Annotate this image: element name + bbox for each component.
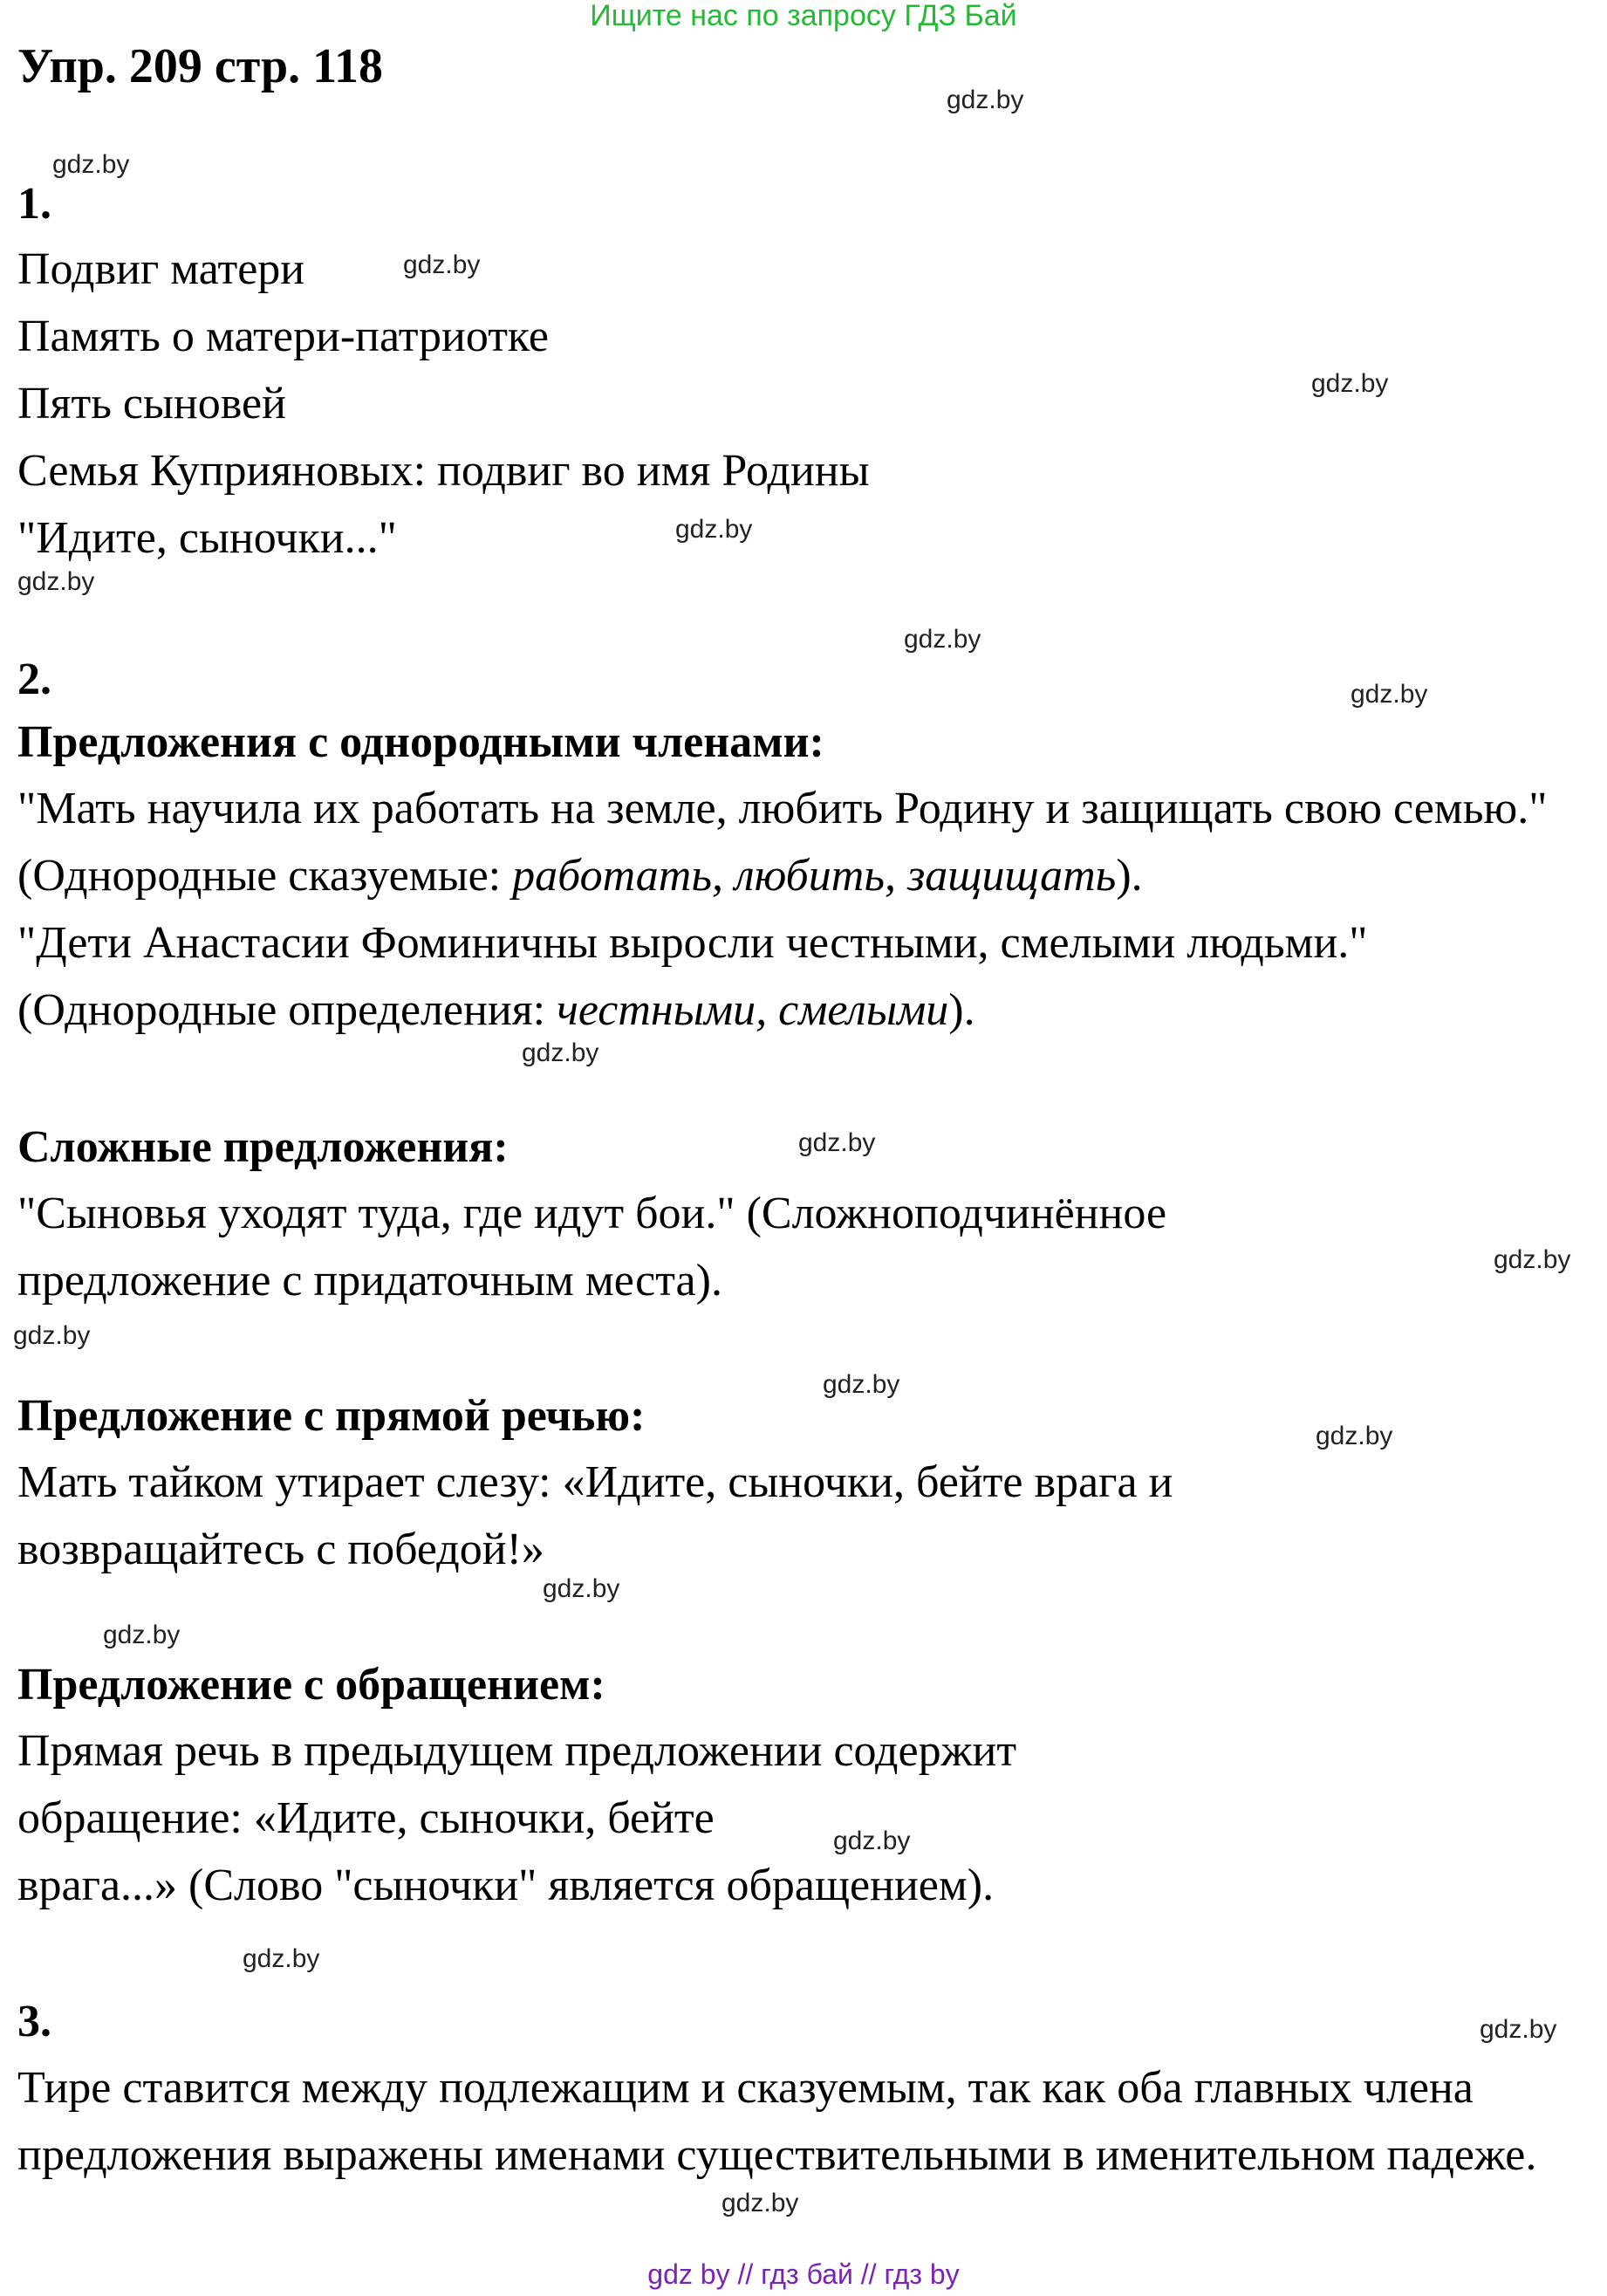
title-option-4: Семья Куприяновых: подвиг во имя Родины bbox=[17, 446, 870, 496]
section-3-number: 3. bbox=[17, 1997, 51, 2046]
search-banner: Ищите нас по запросу ГДЗ Бай bbox=[590, 0, 1017, 32]
title-option-3: Пять сыновей bbox=[17, 379, 286, 428]
homogeneous-sentence-2: "Дети Анастасии Фоминичны выросли честными, смелыми людьми." (Однородные определения: честными, смелыми). bbox=[17, 918, 1368, 1035]
footer-links: gdz by // гдз бай // гдз by bbox=[647, 2258, 960, 2290]
watermark: gdz.by bbox=[522, 1038, 599, 1067]
watermark: gdz.by bbox=[17, 567, 95, 596]
section-3-text: Тире ставится между подлежащим и сказуемым, так как оба главных члена предложения выражены именами существительными в именительном падеже. bbox=[17, 2063, 1537, 2180]
homogeneous-attributes: честными, смелыми bbox=[557, 985, 949, 1035]
watermark: gdz.by bbox=[13, 1321, 91, 1350]
watermark: gdz.by bbox=[1316, 1422, 1393, 1450]
title-option-2: Память о матери-патриотке bbox=[17, 312, 549, 361]
watermark: gdz.by bbox=[904, 625, 981, 654]
homogeneous-heading: Предложения с однородными членами: bbox=[17, 717, 824, 767]
watermark: gdz.by bbox=[543, 1574, 620, 1603]
watermark: gdz.by bbox=[243, 1944, 320, 1973]
section-1-number: 1. bbox=[17, 179, 51, 229]
watermark: gdz.by bbox=[947, 86, 1024, 114]
watermark: gdz.by bbox=[675, 515, 753, 544]
homogeneous-predicates: работать, любить, защищать bbox=[512, 851, 1117, 901]
page-title: Упр. 209 стр. 118 bbox=[17, 39, 384, 93]
watermark: gdz.by bbox=[721, 2189, 799, 2217]
watermark: gdz.by bbox=[1480, 2015, 1557, 2044]
address-line-1: Прямая речь в предыдущем предложении содержит bbox=[17, 1726, 1017, 1776]
address-line-2: обращение: «Идите, сыночки, бейте bbox=[17, 1793, 715, 1843]
watermark: gdz.by bbox=[823, 1370, 900, 1399]
direct-speech-heading: Предложение с прямой речью: bbox=[17, 1391, 646, 1441]
watermark: gdz.by bbox=[403, 250, 481, 279]
complex-sentence: "Сыновья уходят туда, где идут бои." (Сложноподчинённое предложение с придаточным места). bbox=[17, 1189, 1167, 1306]
watermark: gdz.by bbox=[798, 1128, 876, 1157]
watermark: gdz.by bbox=[833, 1827, 911, 1855]
watermark: gdz.by bbox=[1494, 1245, 1571, 1274]
watermark: gdz.by bbox=[52, 150, 130, 179]
direct-speech-sentence: Мать тайком утирает слезу: «Идите, сыночки, бейте врага и возвращайтесь с победой!» bbox=[17, 1457, 1173, 1574]
watermark: gdz.by bbox=[1311, 369, 1389, 398]
homogeneous-sentence-1: "Мать научила их работать на земле, любить Родину и защищать свою семью." (Однородные сказуемые: работать, любить, защищать). bbox=[17, 784, 1548, 901]
title-option-1: Подвиг матери bbox=[17, 244, 305, 294]
complex-heading: Сложные предложения: bbox=[17, 1122, 509, 1172]
title-option-5: "Идите, сыночки..." bbox=[17, 513, 397, 563]
section-2-number: 2. bbox=[17, 655, 51, 704]
watermark: gdz.by bbox=[1351, 680, 1428, 709]
address-heading: Предложение с обращением: bbox=[17, 1660, 605, 1710]
watermark: gdz.by bbox=[103, 1621, 181, 1649]
address-line-3: врага...» (Слово "сыночки" является обращением). bbox=[17, 1861, 995, 1910]
